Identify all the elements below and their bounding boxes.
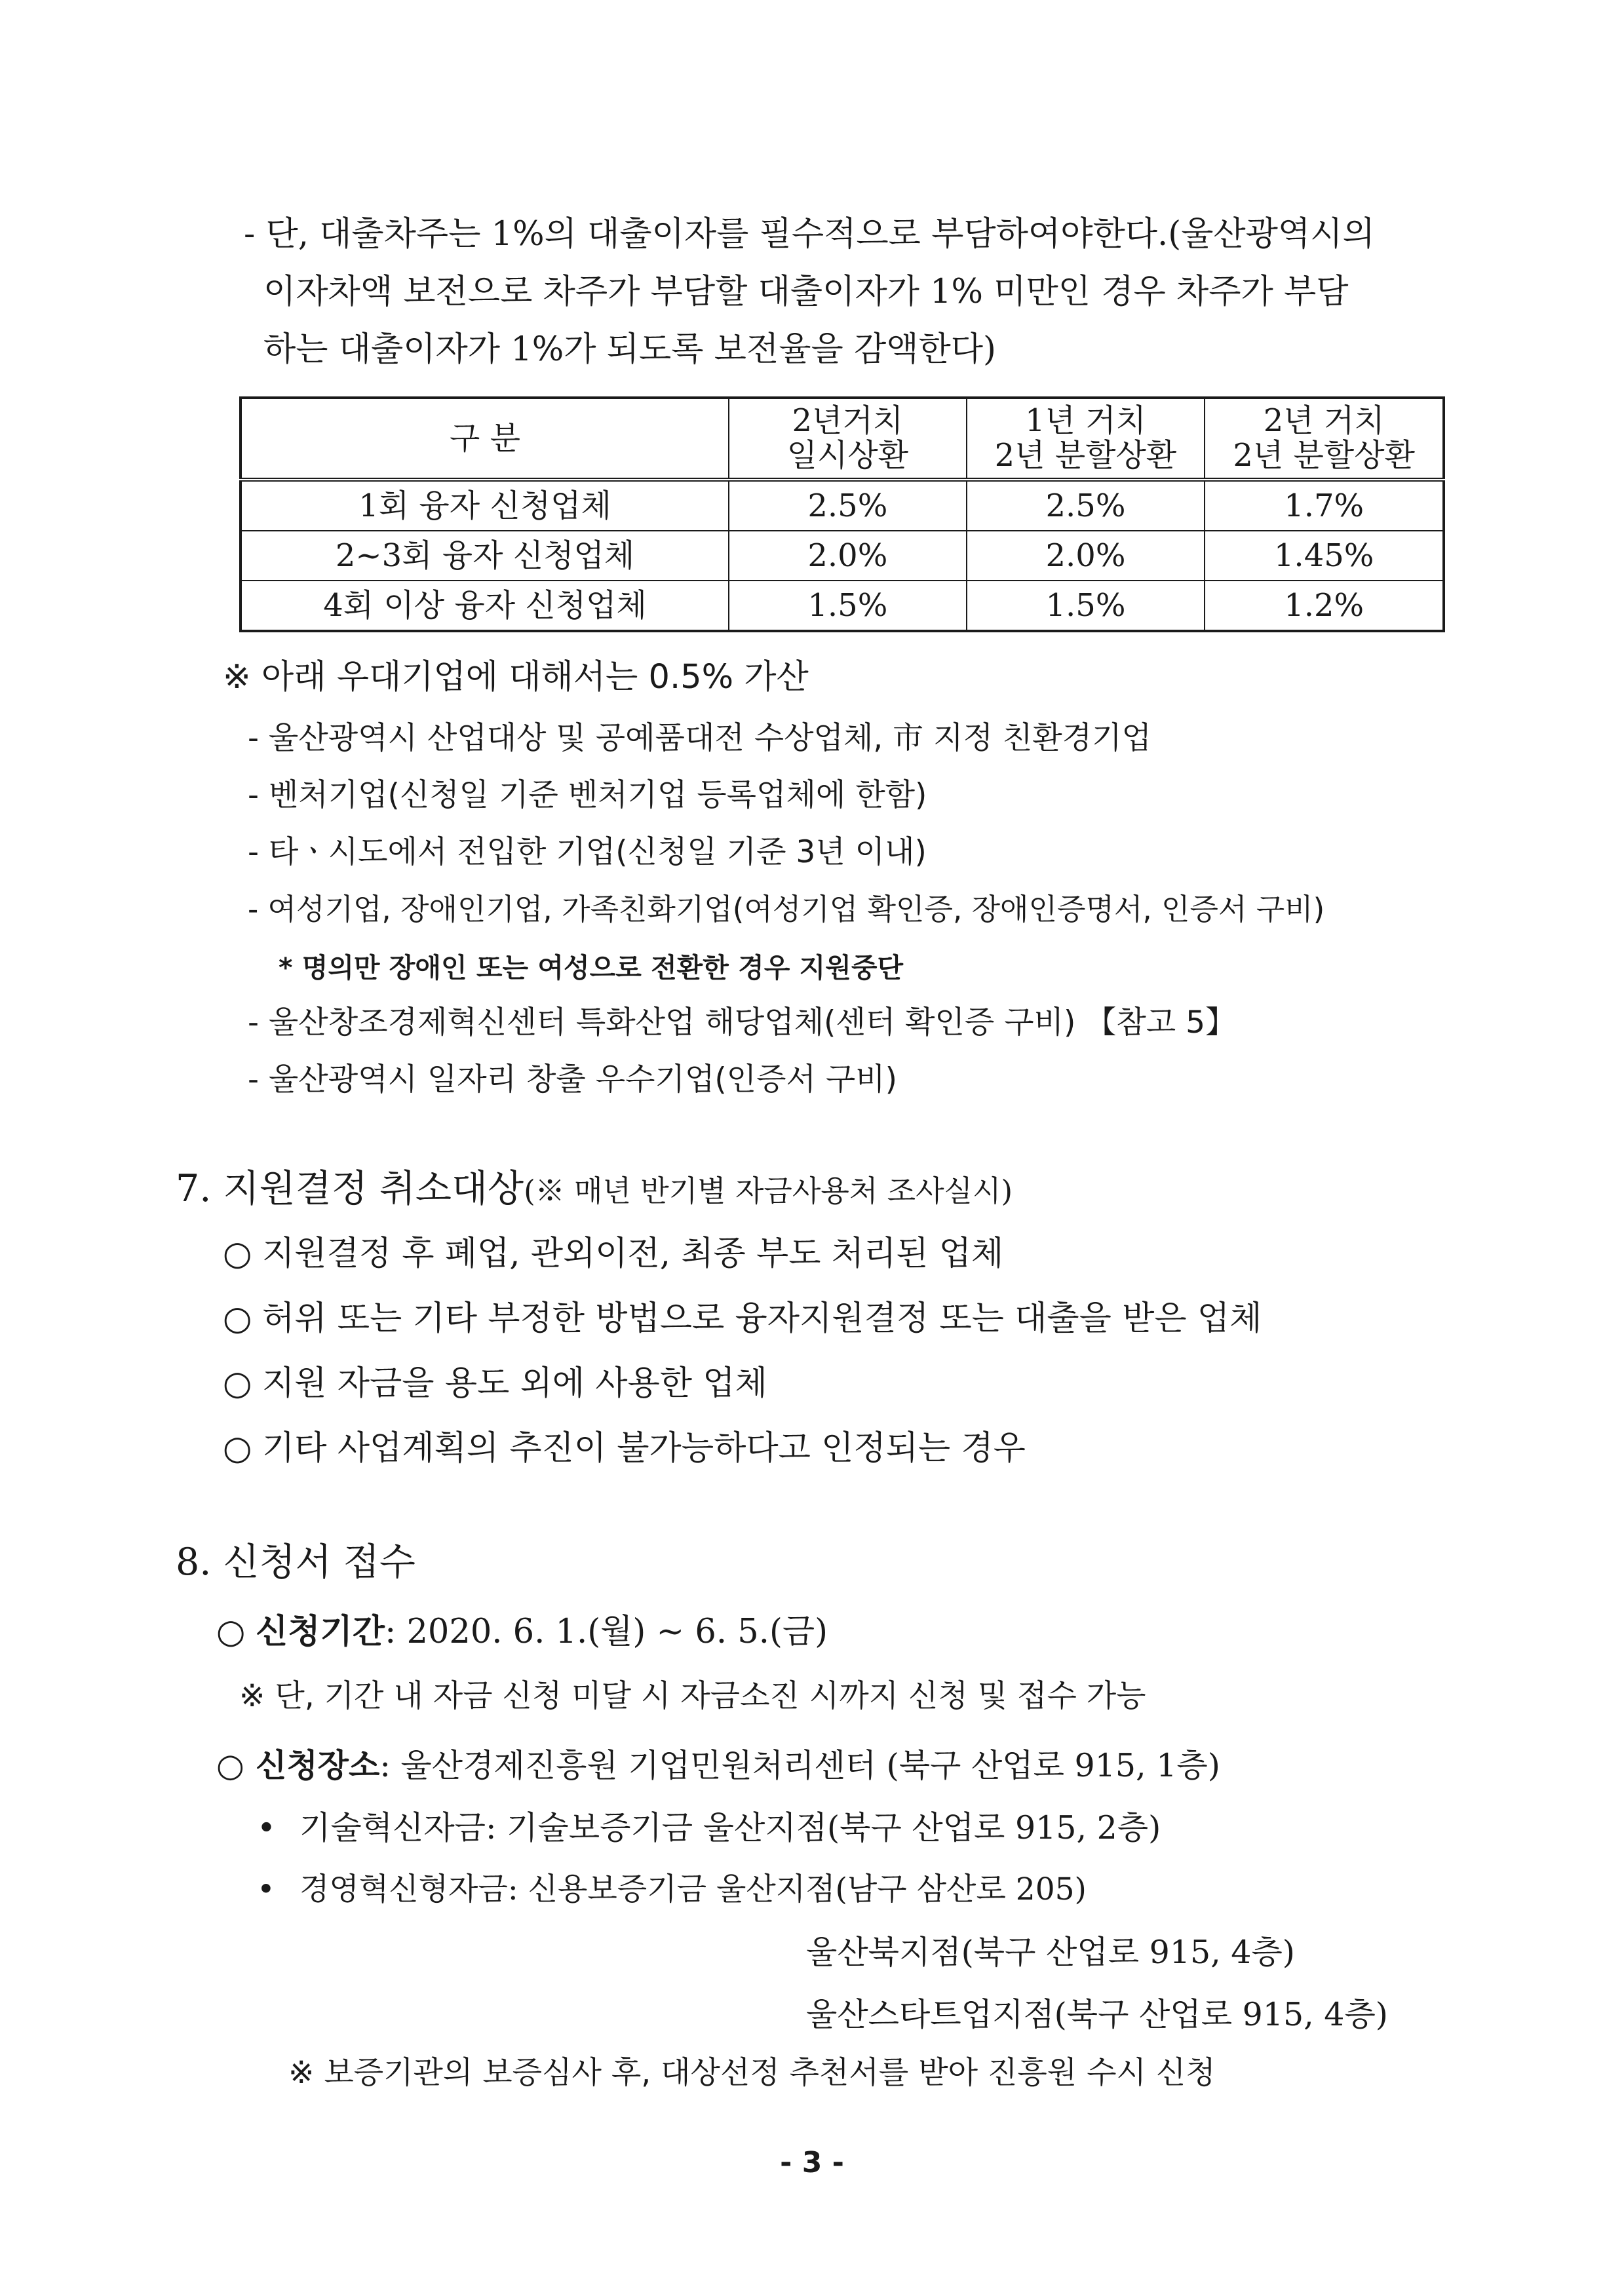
preferred-item-4: - 여성기업, 장애인기업, 가족친화기업(여성기업 확인증, 장애인증명서, 인증서 구비) [248,892,1325,927]
circle-bullet-icon: ○ [223,1299,252,1338]
row-category: 4회 이상 융자 신청업체 [241,581,729,631]
preferred-item-1: - 울산광역시 산업대상 및 공예품대전 수상업체, 市 지정 친환경기업 [248,720,1151,756]
header-col-2-line-1: 1년 거치 [1025,402,1146,440]
application-place [216,1746,1220,1784]
tech-fund-line [257,1809,1161,1846]
table-header-row [241,398,1444,480]
row-value: 2.0% [729,531,967,581]
header-col-3-line-1: 2년 거치 [1263,402,1385,440]
preferred-item-3: - 타ㆍ시도에서 전입한 기업(신청일 기준 3년 이내) [248,834,927,870]
period-label: 신청기간 [256,1612,385,1651]
section-7-item-text: 지원결정 후 폐업, 관외이전, 최종 부도 처리된 업체 [262,1234,1004,1273]
dot-bullet-icon: • [257,1809,276,1846]
row-value: 1.5% [967,581,1205,631]
preferred-item-5: - 울산창조경제혁신센터 특화산업 해당업체(센터 확인증 구비) 【참고 5】 [248,1004,1236,1041]
header-col-2-line-2: 2년 분할상환 [994,437,1177,474]
section-7-heading: 7. 지원결정 취소대상 [176,1167,524,1210]
circle-bullet-icon: ○ [216,1613,246,1651]
tech-fund-label: 기술혁신자금 [300,1809,486,1846]
preferred-item-6: - 울산광역시 일자리 창출 우수기업(인증서 구비) [248,1062,897,1098]
header-col-1 [729,398,967,480]
preferred-item-2: - 벤처기업(신청일 기준 벤처기업 등록업체에 한함) [248,777,927,813]
tech-fund-value: : 기술보증기금 울산지점(북구 산업로 915, 2층) [486,1809,1161,1846]
row-value: 1.45% [1205,531,1444,581]
header-category: 구 분 [241,398,729,480]
section-7-item-text: 지원 자금을 용도 외에 사용한 업체 [262,1364,767,1403]
table-row [241,480,1444,531]
preferred-warning: * 명의만 장애인 또는 여성으로 전환한 경우 지원중단 [279,952,904,984]
section-7-item-3 [223,1364,767,1403]
row-value: 2.5% [967,480,1205,531]
header-col-3-line-2: 2년 분할상환 [1233,437,1415,474]
section-7-item-1 [223,1234,1004,1273]
mgmt-fund-label: 경영혁신형자금 [300,1871,508,1907]
mgmt-branch-2: 울산북지점(북구 산업로 915, 4층) [806,1934,1295,1971]
header-col-1-line-2: 일시상환 [786,437,909,474]
circle-bullet-icon: ○ [223,1429,252,1468]
section-7-item-2 [223,1299,1262,1338]
mgmt-branch-3: 울산스타트업지점(북구 산업로 915, 4층) [806,1996,1388,2033]
row-value: 1.7% [1205,480,1444,531]
preferred-note: ※ 아래 우대기업에 대해서는 0.5% 가산 [223,658,809,697]
intro-line-3: 하는 대출이자가 1%가 되도록 보전율을 감액한다) [263,330,996,369]
mgmt-fund-value: : 신용보증기금 울산지점(남구 삼산로 205) [507,1871,1087,1907]
place-label: 신청장소 [256,1746,380,1784]
mgmt-fund-line [257,1871,1087,1907]
row-category: 1회 융자 신청업체 [241,480,729,531]
section-7-title [176,1167,1013,1210]
section-7-item-text: 허위 또는 기타 부정한 방법으로 융자지원결정 또는 대출을 받은 업체 [262,1299,1262,1338]
section-8-title: 8. 신청서 접수 [176,1540,416,1584]
circle-bullet-icon: ○ [223,1364,252,1403]
period-note: ※ 단, 기간 내 자금 신청 미달 시 자금소진 시까지 신청 및 접수 가능 [239,1678,1146,1714]
interest-rate-table [239,396,1445,632]
dot-bullet-icon: • [257,1871,275,1907]
intro-line-2: 이자차액 보전으로 차주가 부담할 대출이자가 1% 미만인 경우 차주가 부담 [263,273,1349,311]
section-7-item-4 [223,1429,1026,1468]
row-value: 1.2% [1205,581,1444,631]
header-col-3 [1205,398,1444,480]
place-value: : 울산경제진흥원 기업민원처리센터 (북구 산업로 915, 1층) [379,1747,1220,1784]
section-7-note: (※ 매년 반기별 자금사용처 조사실시) [524,1174,1013,1208]
row-value: 2.0% [967,531,1205,581]
final-note: ※ 보증기관의 보증심사 후, 대상선정 추천서를 받아 진흥원 수시 신청 [288,2055,1216,2091]
table-row [241,531,1444,581]
intro-line-1: - 단, 대출차주는 1%의 대출이자를 필수적으로 부담하여야한다.(울산광역시의 [244,215,1375,254]
page-number: - 3 - [780,2146,844,2179]
section-7-item-text: 기타 사업계획의 추진이 불가능하다고 인정되는 경우 [262,1429,1026,1468]
circle-bullet-icon: ○ [216,1747,244,1784]
row-value: 1.5% [729,581,967,631]
table-row [241,581,1444,631]
row-category: 2~3회 융자 신청업체 [241,531,729,581]
circle-bullet-icon: ○ [223,1234,252,1273]
period-value: : 2020. 6. 1.(월) ~ 6. 5.(금) [385,1613,828,1651]
application-period [216,1612,828,1651]
header-col-2 [967,398,1205,480]
header-col-1-line-1: 2년거치 [792,402,904,440]
row-value: 2.5% [729,480,967,531]
